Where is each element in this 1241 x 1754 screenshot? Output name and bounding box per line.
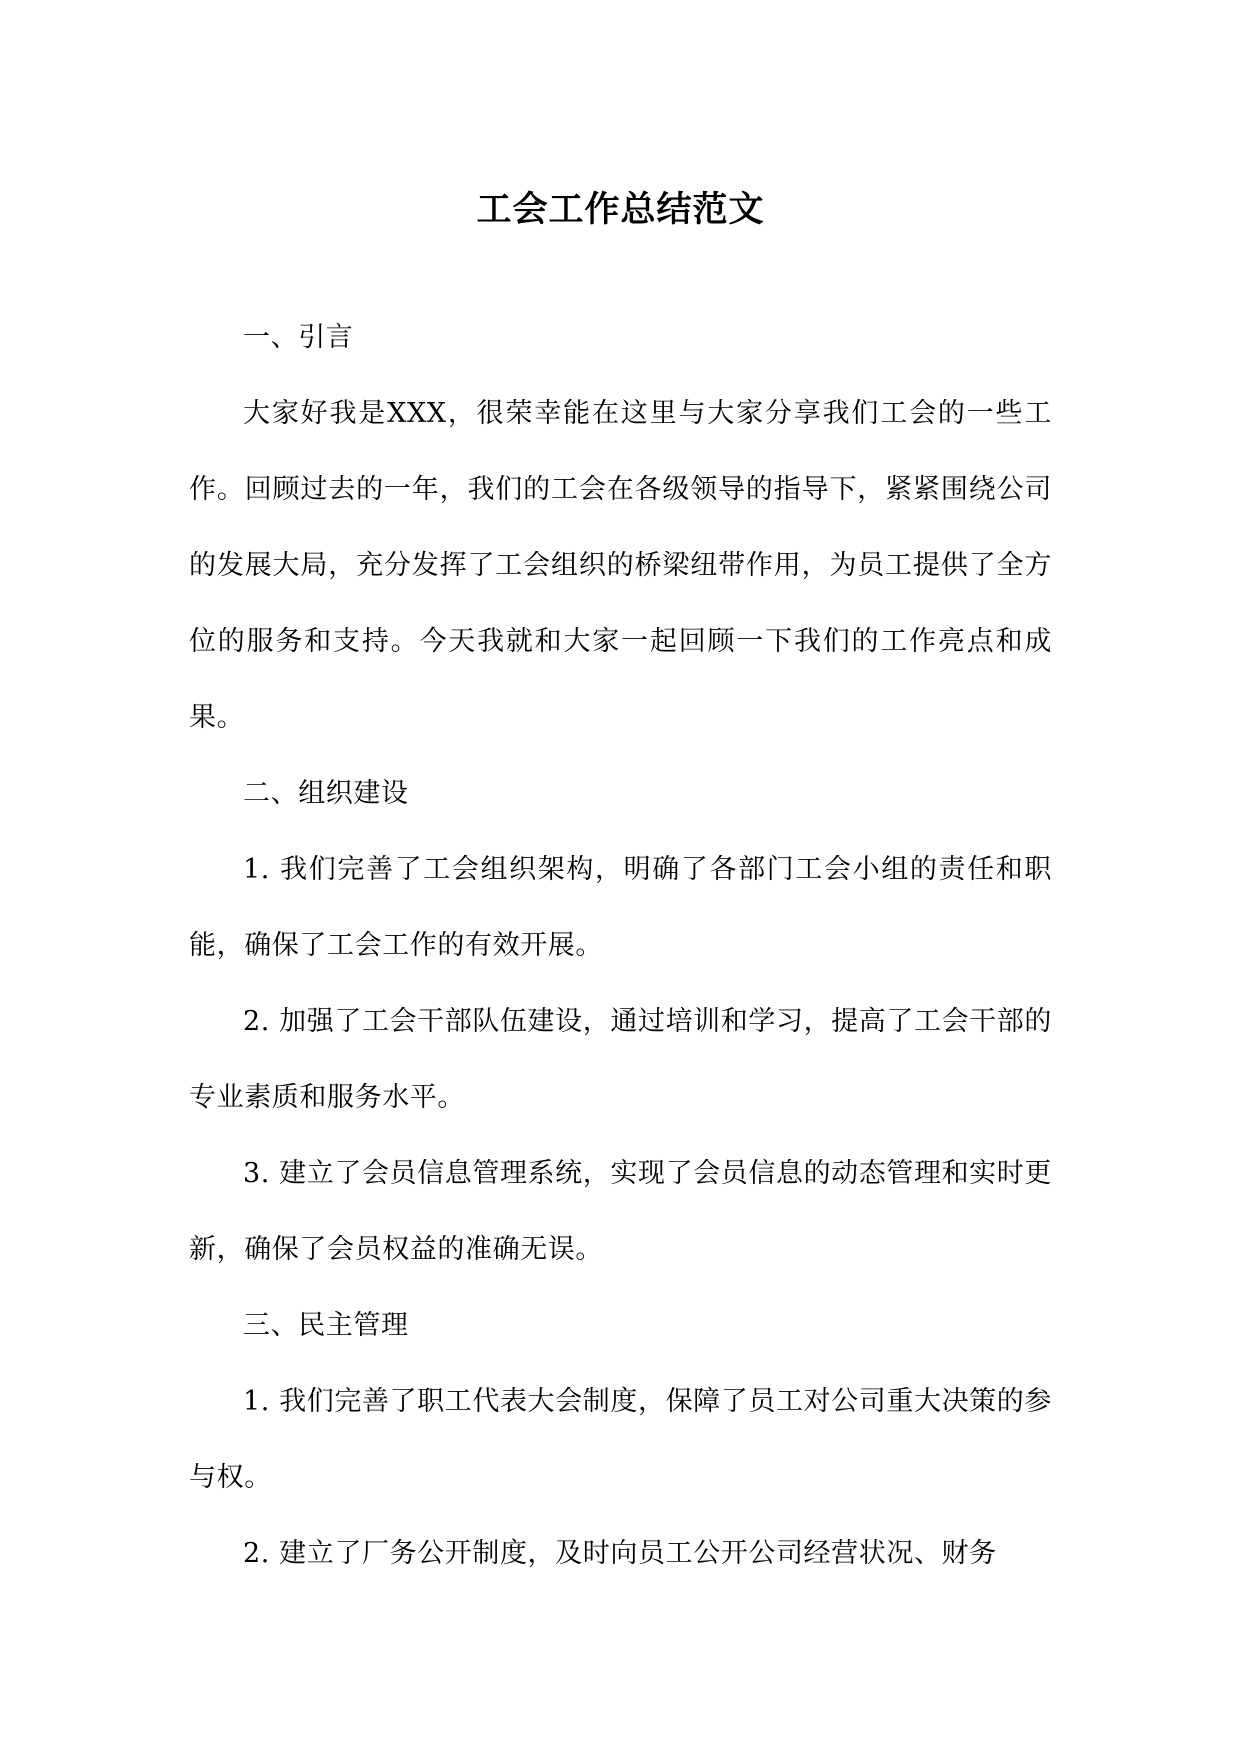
paragraph: 1. 我们完善了职工代表大会制度，保障了员工对公司重大决策的参与权。: [189, 1386, 1052, 1493]
section-heading-organization: 二、组织建设: [243, 778, 409, 809]
paragraph: 3. 建立了会员信息管理系统，实现了会员信息的动态管理和实时更新，确保了会员权益的准确无误。: [189, 1158, 1052, 1265]
paragraph: 2. 加强了工会干部队伍建设，通过培训和学习，提高了工会干部的专业素质和服务水平。: [189, 1006, 1052, 1113]
section-heading-intro: 一、引言: [243, 322, 354, 353]
document-title: 工会工作总结范文: [476, 189, 765, 230]
paragraph: 大家好我是XXX，很荣幸能在这里与大家分享我们工会的一些工作。回顾过去的一年，我们的工会在各级领导的指导下，紧紧围绕公司的发展大局，充分发挥了工会组织的桥梁纽带作用，为员工提供了全方位的服务和支持。今天我就和大家一起回顾一下我们的工作亮点和成果。: [189, 398, 1052, 733]
paragraph: 2. 建立了厂务公开制度，及时向员工公开公司经营状况、财务: [243, 1538, 997, 1569]
document-body: [189, 300, 1052, 1592]
section-heading-democratic-management: 三、民主管理: [243, 1310, 409, 1341]
paragraph: 1. 我们完善了工会组织架构，明确了各部门工会小组的责任和职能，确保了工会工作的有效开展。: [189, 854, 1052, 961]
